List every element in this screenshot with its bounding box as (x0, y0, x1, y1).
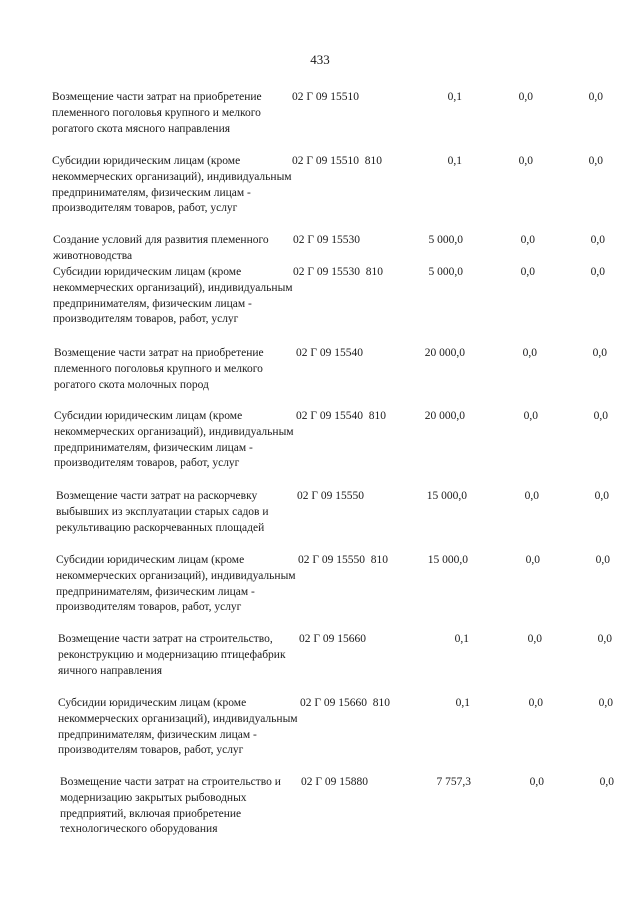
row-value-1: 0,0 (525, 554, 540, 566)
row-value-2: 0,0 (590, 266, 605, 278)
row-name: Создание условий для развития племенного животноводства (53, 234, 269, 262)
row-sum: 15 000,0 (426, 490, 467, 502)
row-sum: 15 000,0 (427, 554, 468, 566)
row-code: 02 Г 09 15550 810 (298, 554, 389, 566)
row-code: 02 Г 09 15880 (301, 776, 369, 788)
row-name: Возмещение части затрат на строительство, реконструкцию и модернизацию птицефабрик яичного направления (58, 633, 286, 677)
row-value-1: 0,0 (524, 490, 539, 502)
row-name: Возмещение части затрат на строительство и модернизацию закрытых рыбоводных предприятий, включая приобретение технологического оборудования (60, 776, 281, 836)
row-value-1: 0,0 (528, 697, 543, 709)
row-sum: 20 000,0 (424, 347, 465, 359)
row-value-1: 0,0 (520, 266, 535, 278)
row-code: 02 Г 09 15530 (293, 234, 361, 246)
row-code: 02 Г 09 15540 810 (296, 410, 387, 422)
row-value-1: 0,0 (518, 155, 533, 167)
row-value-2: 0,0 (588, 155, 603, 167)
row-name: Возмещение части затрат на приобретение племенного поголовья крупного и мелкого рогатого скота мясного направления (52, 91, 262, 135)
row-value-1: 0,0 (523, 410, 538, 422)
row-value-2: 0,0 (594, 490, 609, 502)
row-value-2: 0,0 (599, 776, 614, 788)
row-sum: 0,1 (455, 697, 470, 709)
row-code: 02 Г 09 15540 (296, 347, 364, 359)
row-sum: 20 000,0 (424, 410, 465, 422)
row-code: 02 Г 09 15550 (297, 490, 365, 502)
row-value-2: 0,0 (593, 410, 608, 422)
row-name: Субсидии юридическим лицам (кроме некоммерческих организаций), индивидуальным предпринимателям, физическим лицам - производителям товаров, работ, услуг (58, 697, 298, 757)
row-name: Субсидии юридическим лицам (кроме некоммерческих организаций), индивидуальным предпринимателям, физическим лицам - производителям товаров, работ, услуг (52, 155, 292, 215)
row-name: Субсидии юридическим лицам (кроме некоммерческих организаций), индивидуальным предпринимателям, физическим лицам - производителям товаров, работ, услуг (54, 410, 294, 470)
row-name: Возмещение части затрат на приобретение племенного поголовья крупного и мелкого рогатого скота молочных пород (54, 347, 264, 391)
row-value-2: 0,0 (597, 633, 612, 645)
row-value-1: 0,0 (518, 91, 533, 103)
row-name: Возмещение части затрат на раскорчевку выбывших из эксплуатации старых садов и рекультивацию раскорчеванных площадей (56, 490, 269, 534)
row-sum: 7 757,3 (436, 776, 471, 788)
row-value-2: 0,0 (588, 91, 603, 103)
row-value-1: 0,0 (527, 633, 542, 645)
row-sum: 5 000,0 (428, 266, 463, 278)
row-code: 02 Г 09 15660 (299, 633, 367, 645)
row-name: Субсидии юридическим лицам (кроме некоммерческих организаций), индивидуальным предпринимателям, физическим лицам - производителям товаров, работ, услуг (56, 554, 296, 614)
row-value-2: 0,0 (595, 554, 610, 566)
row-value-1: 0,0 (529, 776, 544, 788)
row-value-2: 0,0 (592, 347, 607, 359)
row-name: Субсидии юридическим лицам (кроме некоммерческих организаций), индивидуальным предпринимателям, физическим лицам - производителям товаров, работ, услуг (53, 266, 293, 326)
row-value-1: 0,0 (520, 234, 535, 246)
row-value-1: 0,0 (522, 347, 537, 359)
row-sum: 0,1 (447, 91, 462, 103)
row-code: 02 Г 09 15530 810 (293, 266, 384, 278)
row-value-2: 0,0 (598, 697, 613, 709)
row-sum: 5 000,0 (428, 234, 463, 246)
row-code: 02 Г 09 15510 (292, 91, 360, 103)
row-sum: 0,1 (447, 155, 462, 167)
row-code: 02 Г 09 15510 810 (292, 155, 383, 167)
row-code: 02 Г 09 15660 810 (300, 697, 391, 709)
row-sum: 0,1 (454, 633, 469, 645)
row-value-2: 0,0 (590, 234, 605, 246)
page-number: 433 (310, 52, 330, 67)
